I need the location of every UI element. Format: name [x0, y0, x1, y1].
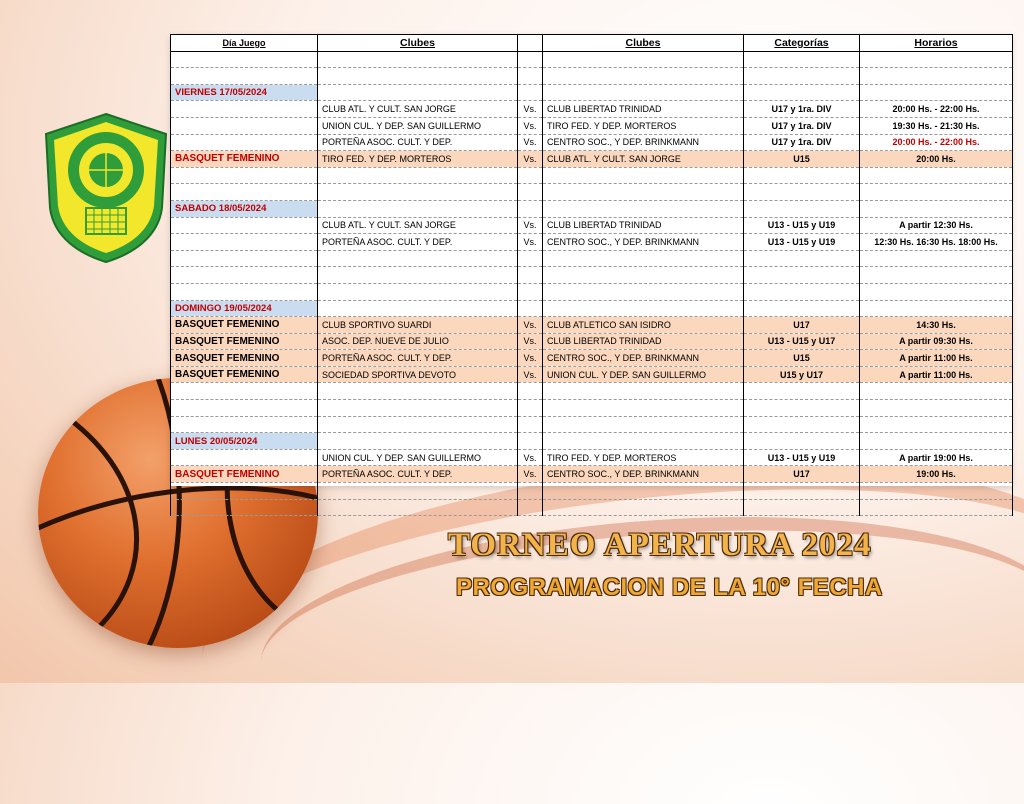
away-club-cell: [543, 499, 744, 516]
away-club-cell: UNION CUL. Y DEP. SAN GUILLERMO: [543, 366, 744, 383]
match-row: [171, 317, 1013, 334]
category-cell: [744, 250, 860, 267]
day-cell: [171, 400, 318, 417]
category-cell: U15: [744, 350, 860, 367]
day-cell: [171, 101, 318, 118]
tournament-title: TORNEO APERTURA 2024: [448, 527, 872, 563]
time-cell: [860, 400, 1013, 417]
match-row: [171, 234, 1013, 251]
match-row: [171, 350, 1013, 367]
vs-cell: [518, 300, 543, 317]
time-cell: [860, 250, 1013, 267]
category-cell: [744, 416, 860, 433]
away-club-cell: [543, 250, 744, 267]
away-club-cell: TIRO FED. Y DEP. MORTEROS: [543, 449, 744, 466]
category-cell: [744, 483, 860, 500]
vs-cell: [518, 483, 543, 500]
time-cell: 20:00 Hs. - 22:00 Hs.: [860, 134, 1013, 151]
home-club-cell: [318, 84, 518, 101]
category-cell: U17: [744, 466, 860, 483]
time-cell: A partir 11:00 Hs.: [860, 350, 1013, 367]
home-club-cell: SOCIEDAD SPORTIVA DEVOTO: [318, 366, 518, 383]
day-cell: BASQUET FEMENINO: [171, 366, 318, 383]
away-club-cell: CENTRO SOC., Y DEP. BRINKMANN: [543, 134, 744, 151]
home-club-cell: [318, 283, 518, 300]
vs-cell: [518, 383, 543, 400]
day-cell: DOMINGO 19/05/2024: [171, 300, 318, 317]
schedule-body: [171, 51, 1013, 516]
vs-cell: [518, 68, 543, 85]
day-cell: [171, 449, 318, 466]
category-cell: [744, 68, 860, 85]
home-club-cell: [318, 383, 518, 400]
category-cell: [744, 184, 860, 201]
home-club-cell: CLUB ATL. Y CULT. SAN JORGE: [318, 217, 518, 234]
vs-cell: [518, 433, 543, 450]
away-club-cell: CLUB ATL. Y CULT. SAN JORGE: [543, 151, 744, 168]
vs-cell: Vs.: [518, 333, 543, 350]
away-club-cell: CLUB ATLETICO SAN ISIDRO: [543, 317, 744, 334]
away-club-cell: CENTRO SOC., Y DEP. BRINKMANN: [543, 350, 744, 367]
home-club-cell: CLUB ATL. Y CULT. SAN JORGE: [318, 101, 518, 118]
home-club-cell: [318, 200, 518, 217]
round-subtitle: PROGRAMACION DE LA 10° FECHA: [456, 574, 883, 601]
category-cell: U17 y 1ra. DIV: [744, 101, 860, 118]
home-club-cell: [318, 250, 518, 267]
home-club-cell: [318, 68, 518, 85]
time-cell: 20:00 Hs. - 22:00 Hs.: [860, 101, 1013, 118]
day-cell: BASQUET FEMENINO: [171, 333, 318, 350]
category-cell: U13 - U15 y U17: [744, 333, 860, 350]
category-cell: [744, 267, 860, 284]
vs-cell: [518, 267, 543, 284]
empty-row: [171, 184, 1013, 201]
day-cell: BASQUET FEMENINO: [171, 466, 318, 483]
vs-cell: [518, 51, 543, 68]
time-cell: [860, 200, 1013, 217]
day-cell: [171, 117, 318, 134]
home-club-cell: [318, 483, 518, 500]
schedule-table: [170, 34, 1013, 516]
home-club-cell: [318, 499, 518, 516]
time-cell: 20:00 Hs.: [860, 151, 1013, 168]
header-clubs-home: Clubes: [318, 35, 518, 52]
vs-cell: [518, 499, 543, 516]
vs-cell: Vs.: [518, 217, 543, 234]
empty-row: [171, 167, 1013, 184]
home-club-cell: [318, 400, 518, 417]
match-row: [171, 449, 1013, 466]
day-cell: [171, 383, 318, 400]
day-row: [171, 433, 1013, 450]
day-cell: BASQUET FEMENINO: [171, 317, 318, 334]
away-club-cell: [543, 51, 744, 68]
away-club-cell: [543, 267, 744, 284]
category-cell: [744, 84, 860, 101]
home-club-cell: PORTEÑA ASOC. CULT. Y DEP.: [318, 466, 518, 483]
away-club-cell: [543, 84, 744, 101]
category-cell: [744, 383, 860, 400]
match-row: [171, 134, 1013, 151]
away-club-cell: [543, 184, 744, 201]
away-club-cell: [543, 483, 744, 500]
home-club-cell: ASOC. DEP. NUEVE DE JULIO: [318, 333, 518, 350]
day-cell: [171, 416, 318, 433]
time-cell: [860, 68, 1013, 85]
away-club-cell: [543, 283, 744, 300]
vs-cell: [518, 283, 543, 300]
category-cell: [744, 283, 860, 300]
association-logo: [42, 112, 170, 264]
category-cell: [744, 499, 860, 516]
home-club-cell: PORTEÑA ASOC. CULT. Y DEP.: [318, 234, 518, 251]
day-cell: [171, 234, 318, 251]
day-cell: [171, 283, 318, 300]
header-day: Día Juego: [171, 35, 318, 52]
day-cell: [171, 167, 318, 184]
time-cell: [860, 84, 1013, 101]
time-cell: [860, 267, 1013, 284]
match-row: [171, 366, 1013, 383]
away-club-cell: [543, 400, 744, 417]
time-cell: 12:30 Hs. 16:30 Hs. 18:00 Hs.: [860, 234, 1013, 251]
day-cell: [171, 134, 318, 151]
empty-row: [171, 267, 1013, 284]
time-cell: A partir 11:00 Hs.: [860, 366, 1013, 383]
header-vs: [518, 35, 543, 52]
away-club-cell: [543, 167, 744, 184]
home-club-cell: [318, 184, 518, 201]
day-cell: [171, 267, 318, 284]
time-cell: A partir 12:30 Hs.: [860, 217, 1013, 234]
away-club-cell: [543, 416, 744, 433]
home-club-cell: UNION CUL. Y DEP. SAN GUILLERMO: [318, 449, 518, 466]
away-club-cell: CLUB LIBERTAD TRINIDAD: [543, 333, 744, 350]
category-cell: [744, 51, 860, 68]
vs-cell: [518, 167, 543, 184]
home-club-cell: PORTEÑA ASOC. CULT. Y DEP.: [318, 134, 518, 151]
home-club-cell: PORTEÑA ASOC. CULT. Y DEP.: [318, 350, 518, 367]
category-cell: [744, 167, 860, 184]
category-cell: [744, 200, 860, 217]
home-club-cell: TIRO FED. Y DEP. MORTEROS: [318, 151, 518, 168]
vs-cell: Vs.: [518, 134, 543, 151]
match-row: [171, 117, 1013, 134]
match-row: [171, 151, 1013, 168]
match-row: [171, 217, 1013, 234]
match-row: [171, 333, 1013, 350]
header-times: Horarios: [860, 35, 1013, 52]
vs-cell: [518, 84, 543, 101]
empty-row: [171, 68, 1013, 85]
category-cell: U13 - U15 y U19: [744, 449, 860, 466]
vs-cell: Vs.: [518, 234, 543, 251]
empty-row: [171, 499, 1013, 516]
home-club-cell: [318, 416, 518, 433]
home-club-cell: [318, 433, 518, 450]
time-cell: [860, 383, 1013, 400]
away-club-cell: CLUB LIBERTAD TRINIDAD: [543, 101, 744, 118]
category-cell: U13 - U15 y U19: [744, 217, 860, 234]
time-cell: [860, 499, 1013, 516]
time-cell: [860, 483, 1013, 500]
header-clubs-away: Clubes: [543, 35, 744, 52]
away-club-cell: [543, 68, 744, 85]
category-cell: U13 - U15 y U19: [744, 234, 860, 251]
empty-row: [171, 383, 1013, 400]
vs-cell: Vs.: [518, 317, 543, 334]
empty-row: [171, 250, 1013, 267]
category-cell: U17 y 1ra. DIV: [744, 117, 860, 134]
time-cell: 19:30 Hs. - 21:30 Hs.: [860, 117, 1013, 134]
category-cell: [744, 300, 860, 317]
time-cell: A partir 19:00 Hs.: [860, 449, 1013, 466]
vs-cell: [518, 416, 543, 433]
away-club-cell: [543, 300, 744, 317]
time-cell: [860, 51, 1013, 68]
vs-cell: [518, 184, 543, 201]
category-cell: U15 y U17: [744, 366, 860, 383]
day-cell: [171, 68, 318, 85]
empty-row: [171, 283, 1013, 300]
home-club-cell: [318, 300, 518, 317]
vs-cell: Vs.: [518, 466, 543, 483]
away-club-cell: CLUB LIBERTAD TRINIDAD: [543, 217, 744, 234]
home-club-cell: [318, 167, 518, 184]
time-cell: 14:30 Hs.: [860, 317, 1013, 334]
away-club-cell: [543, 383, 744, 400]
away-club-cell: TIRO FED. Y DEP. MORTEROS: [543, 117, 744, 134]
day-cell: SABADO 18/05/2024: [171, 200, 318, 217]
match-row: [171, 101, 1013, 118]
category-cell: U17: [744, 317, 860, 334]
match-row: [171, 466, 1013, 483]
time-cell: [860, 184, 1013, 201]
day-cell: BASQUET FEMENINO: [171, 350, 318, 367]
away-club-cell: CENTRO SOC., Y DEP. BRINKMANN: [543, 234, 744, 251]
time-cell: [860, 283, 1013, 300]
time-cell: [860, 416, 1013, 433]
category-cell: U15: [744, 151, 860, 168]
time-cell: A partir 09:30 Hs.: [860, 333, 1013, 350]
day-row: [171, 300, 1013, 317]
day-row: [171, 200, 1013, 217]
vs-cell: [518, 400, 543, 417]
vs-cell: [518, 250, 543, 267]
vs-cell: Vs.: [518, 449, 543, 466]
day-cell: LUNES 20/05/2024: [171, 433, 318, 450]
vs-cell: [518, 200, 543, 217]
category-cell: [744, 400, 860, 417]
vs-cell: Vs.: [518, 350, 543, 367]
vs-cell: Vs.: [518, 101, 543, 118]
day-cell: [171, 499, 318, 516]
category-cell: [744, 433, 860, 450]
empty-row: [171, 51, 1013, 68]
home-club-cell: [318, 267, 518, 284]
time-cell: [860, 433, 1013, 450]
day-cell: VIERNES 17/05/2024: [171, 84, 318, 101]
day-cell: [171, 217, 318, 234]
header-categories: Categorías: [744, 35, 860, 52]
category-cell: U17 y 1ra. DIV: [744, 134, 860, 151]
day-cell: [171, 51, 318, 68]
empty-row: [171, 416, 1013, 433]
day-cell: [171, 184, 318, 201]
day-cell: [171, 483, 318, 500]
schedule-sheet: [170, 34, 1012, 486]
away-club-cell: CENTRO SOC., Y DEP. BRINKMANN: [543, 466, 744, 483]
home-club-cell: [318, 51, 518, 68]
time-cell: [860, 300, 1013, 317]
empty-row: [171, 400, 1013, 417]
away-club-cell: [543, 433, 744, 450]
day-cell: BASQUET FEMENINO: [171, 151, 318, 168]
vs-cell: Vs.: [518, 151, 543, 168]
vs-cell: Vs.: [518, 117, 543, 134]
table-header-row: [171, 35, 1013, 52]
away-club-cell: [543, 200, 744, 217]
home-club-cell: UNION CUL. Y DEP. SAN GUILLERMO: [318, 117, 518, 134]
empty-row: [171, 483, 1013, 500]
day-row: [171, 84, 1013, 101]
time-cell: 19:00 Hs.: [860, 466, 1013, 483]
home-club-cell: CLUB SPORTIVO SUARDI: [318, 317, 518, 334]
vs-cell: Vs.: [518, 366, 543, 383]
day-cell: [171, 250, 318, 267]
time-cell: [860, 167, 1013, 184]
